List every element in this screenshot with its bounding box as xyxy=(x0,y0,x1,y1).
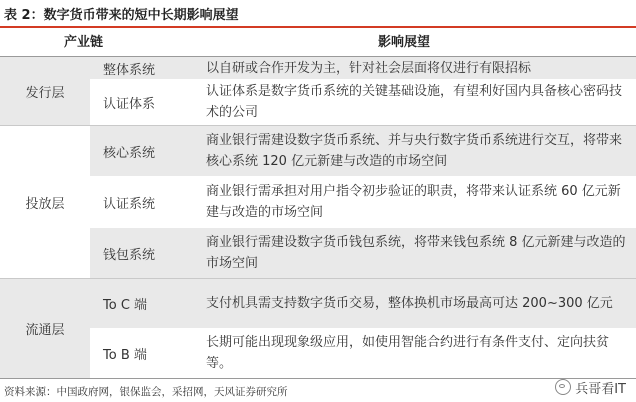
impact-cell: 商业银行需建设数字货币系统、并与央行数字货币系统进行交互，将带来核心系统 120 亿元新建与改造的市场空间 xyxy=(206,133,623,169)
system-cell: 整体系统 xyxy=(103,62,156,78)
impact-cell: 长期可能出现现象级应用，如使用智能合约进行有条件支付、定向扶贫等。 xyxy=(206,335,610,371)
header-chain: 产业链 xyxy=(64,35,104,50)
impact-cell: 支付机具需支持数字货币交易，整体换机市场最高可达 200~300 亿元 xyxy=(206,296,613,311)
table-row xyxy=(90,176,636,228)
top-rule xyxy=(0,26,636,28)
system-cell: 核心系统 xyxy=(103,145,156,161)
bottom-rule xyxy=(0,378,636,379)
impact-cell: 商业银行需承担对用户指令初步验证的职责，将带来认证系统 60 亿元新建与改造的市场空间 xyxy=(206,184,621,220)
system-cell: To C 端 xyxy=(103,298,148,313)
impact-cell: 认证体系是数字货币系统的关键基础设施，有望利好国内具备核心密码技术的公司 xyxy=(206,84,623,120)
table-row xyxy=(90,57,636,79)
impact-cell: 商业银行需建设数字货币钱包系统，将带来钱包系统 8 亿元新建与改造的市场空间 xyxy=(206,235,626,271)
layer-block-issuance xyxy=(0,57,636,125)
table-row xyxy=(90,279,636,328)
layer-cell: 发行层 xyxy=(0,57,90,125)
header-impact: 影响展望 xyxy=(378,35,431,50)
layer-cell: 投放层 xyxy=(25,196,65,212)
watermark xyxy=(555,378,626,396)
system-cell: To B 端 xyxy=(103,347,147,363)
layer-block-distribution xyxy=(0,126,636,278)
system-cell: 认证体系 xyxy=(103,96,156,112)
table-row xyxy=(90,79,636,125)
layer-block-circulation xyxy=(0,279,636,378)
impact-cell: 以自研或合作开发为主，针对社会层面将仅进行有限招标 xyxy=(206,60,532,76)
system-cell: 钱包系统 xyxy=(103,247,156,263)
table-row xyxy=(90,328,636,378)
table-title: 表 2：数字货币带来的短中长期影响展望 xyxy=(4,8,239,23)
source-note: 资料来源：中国政府网，银保监会，采招网，天风证券研究所 xyxy=(4,386,288,398)
table-row xyxy=(90,228,636,278)
watermark-text: 兵哥看IT xyxy=(575,381,626,397)
system-cell: 认证系统 xyxy=(103,196,156,212)
table-row xyxy=(90,126,636,176)
layer-cell: 流通层 xyxy=(0,279,90,378)
wechat-icon xyxy=(555,379,571,395)
